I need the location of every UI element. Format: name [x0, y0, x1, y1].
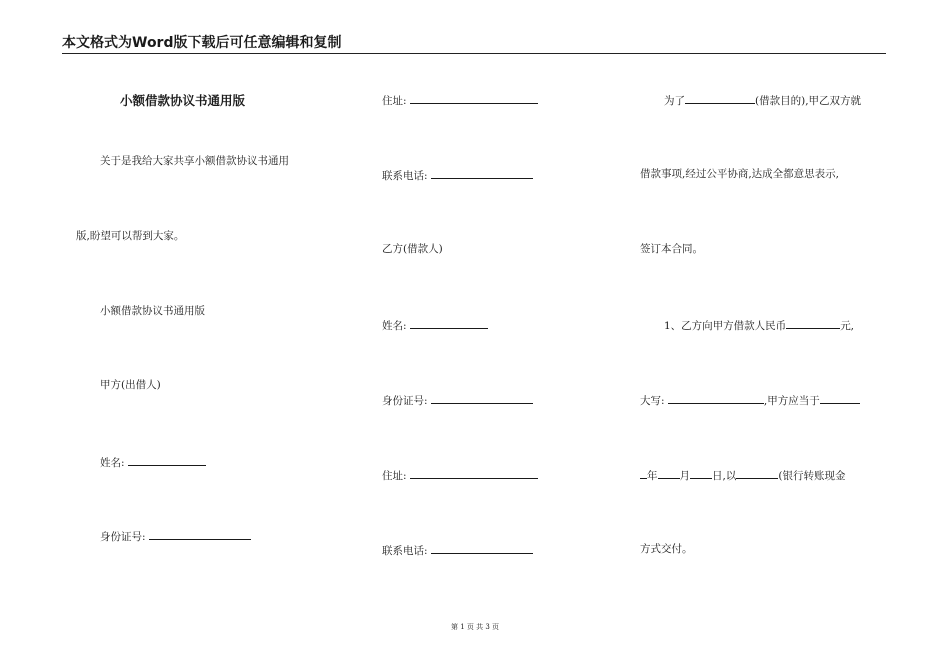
page-footer: 第 1 页 共 3 页: [450, 623, 500, 631]
party-a-phone-field: [382, 167, 533, 183]
party-a-id-field: [100, 528, 251, 544]
contract-signing-line: 签订本合同。: [640, 243, 703, 255]
party-b-phone-field: [382, 542, 533, 558]
capital-blank: [668, 392, 764, 404]
purpose-suffix: (借款目的),甲乙双方就: [755, 95, 862, 107]
purpose-line: [664, 92, 861, 108]
phone-label: 联系电话:: [382, 170, 428, 182]
payer-blank: [820, 392, 860, 404]
party-b-heading: 乙方(借款人): [382, 243, 443, 255]
negotiation-line: 借款事项,经过公平协商,达成全都意思表示,: [640, 168, 840, 180]
address-label: 住址:: [382, 470, 407, 482]
year-blank-lead: [640, 467, 647, 479]
clause-1-suffix: 元,: [840, 320, 855, 332]
phone-blank: [431, 167, 533, 179]
party-a-heading: 甲方(出借人): [100, 379, 161, 391]
party-a-name-field: [100, 454, 206, 470]
amount-capital-line: [640, 392, 860, 408]
clause-1-amount-line: [664, 317, 854, 333]
name-blank: [128, 454, 206, 466]
document-header: 本文格式为Word版下载后可任意编辑和复制: [62, 35, 342, 51]
purpose-blank: [685, 92, 755, 104]
capital-label: 大写:: [640, 395, 665, 407]
method-blank: [736, 467, 778, 479]
agreement-subtitle: 小额借款协议书通用版: [100, 305, 205, 317]
party-a-address-field: [382, 92, 538, 108]
intro-line-2: 版,盼望可以帮到大家。: [76, 230, 185, 242]
party-b-name-field: [382, 317, 488, 333]
id-blank: [431, 392, 533, 404]
header-divider: [62, 53, 886, 54]
document-title: 小额借款协议书通用版: [120, 93, 246, 108]
id-label: 身份证号:: [382, 395, 428, 407]
purpose-prefix: 为了: [664, 95, 685, 107]
phone-blank: [431, 542, 533, 554]
year-label: 年: [647, 470, 658, 482]
address-blank: [410, 467, 538, 479]
name-label: 姓名:: [100, 457, 125, 469]
day-blank: [690, 467, 712, 479]
capital-mid: ,甲方应当于: [763, 395, 820, 407]
id-blank: [149, 528, 251, 540]
party-b-id-field: [382, 392, 533, 408]
phone-label: 联系电话:: [382, 545, 428, 557]
address-label: 住址:: [382, 95, 407, 107]
delivery-method-line: 方式交付。: [640, 543, 693, 555]
method-text: (银行转账现金: [778, 470, 846, 482]
payment-date-line: [640, 467, 845, 483]
party-b-address-field: [382, 467, 538, 483]
day-label: 日,以: [712, 470, 737, 482]
id-label: 身份证号:: [100, 531, 146, 543]
month-blank: [658, 467, 680, 479]
name-blank: [410, 317, 488, 329]
month-label: 月: [679, 470, 690, 482]
amount-blank: [786, 317, 840, 329]
name-label: 姓名:: [382, 320, 407, 332]
intro-line-1: 关于是我给大家共享小额借款协议书通用: [100, 155, 289, 167]
clause-1-prefix: 1、乙方向甲方借款人民币: [664, 320, 787, 332]
address-blank: [410, 92, 538, 104]
